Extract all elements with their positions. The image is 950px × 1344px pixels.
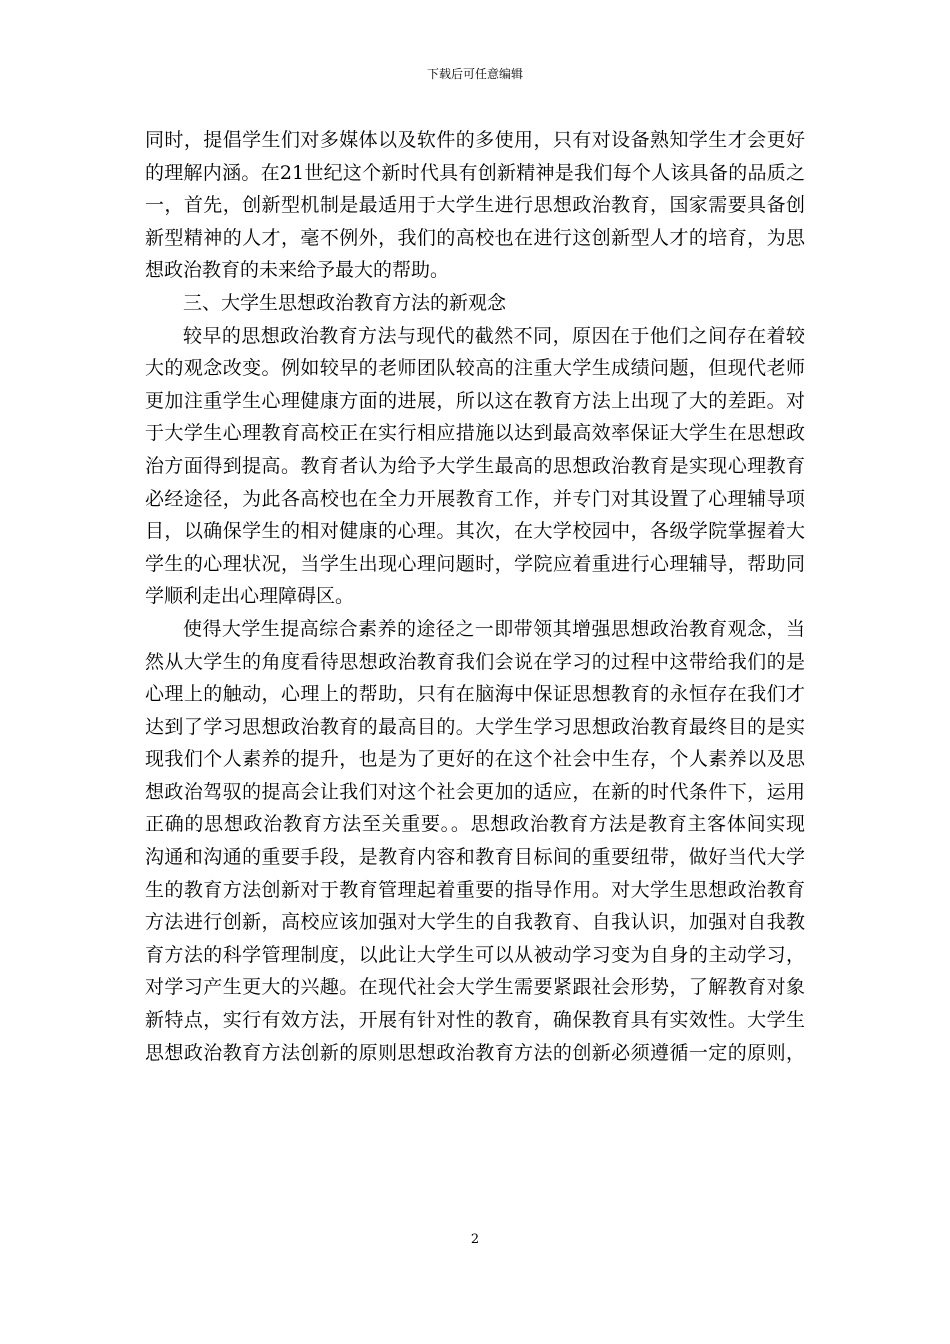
text-line: 学顺利走出心理障碍区。 <box>145 585 355 608</box>
text-line: 新型精神的人才，毫不例外，我们的高校也在进行这创新型人才的培育，为思 <box>145 226 805 249</box>
section-heading: 三、大学生思想政治教育方法的新观念 <box>183 291 507 314</box>
text-line: 治方面得到提高。教育者认为给予大学生最高的思想政治教育是实现心理教育 <box>145 454 805 477</box>
page-header: 下载后可任意编辑 <box>426 67 523 81</box>
text-line: 达到了学习思想政治教育的最高目的。大学生学习思想政治教育最终目的是实 <box>145 715 805 738</box>
text-line: 方法进行创新，高校应该加强对大学生的自我教育、自我认识，加强对自我教 <box>145 911 805 934</box>
text-line: 的理解内涵。在21世纪这个新时代具有创新精神是我们每个人该具备的品质之 <box>145 161 805 184</box>
text-line: 沟通和沟通的重要手段，是教育内容和教育目标间的重要纽带，做好当代大学 <box>145 846 805 869</box>
text-line: 较早的思想政治教育方法与现代的截然不同，原因在于他们之间存在着较 <box>183 324 805 347</box>
paragraph <box>145 320 805 613</box>
paragraph <box>145 613 805 1069</box>
text-line: 育方法的科学管理制度，以此让大学生可以从被动学习变为自身的主动学习， <box>145 943 805 966</box>
text-line: 生的教育方法创新对于教育管理起着重要的指导作用。对大学生思想政治教育 <box>145 878 805 901</box>
text-line: 学生的心理状况，当学生出现心理问题时，学院应着重进行心理辅导，帮助同 <box>145 552 805 575</box>
paragraph <box>145 124 805 287</box>
text-line: 同时，提倡学生们对多媒体以及软件的多使用，只有对设备熟知学生才会更好 <box>145 129 805 151</box>
text-line: 一，首先，创新型机制是最适用于大学生进行思想政治教育，国家需要具备创 <box>145 194 805 217</box>
document-body <box>145 124 805 1069</box>
page-number: 2 <box>470 1232 480 1247</box>
text-line: 想政治教育的未来给予最大的帮助。 <box>145 259 450 282</box>
text-line: 然从大学生的角度看待思想政治教育我们会说在学习的过程中这带给我们的是 <box>145 650 805 673</box>
text-line: 思想政治教育方法创新的原则思想政治教育方法的创新必须遵循一定的原则， <box>145 1041 805 1064</box>
text-line: 大的观念改变。例如较早的老师团队较高的注重大学生成绩问题，但现代老师 <box>145 357 805 380</box>
text-line: 使得大学生提高综合素养的途径之一即带领其增强思想政治教育观念，当 <box>183 617 805 640</box>
text-line: 更加注重学生心理健康方面的进展，所以这在教育方法上出现了大的差距。对 <box>145 389 805 412</box>
text-line: 必经途径，为此各高校也在全力开展教育工作，并专门对其设置了心理辅导项 <box>145 487 805 510</box>
text-line: 心理上的触动，心理上的帮助，只有在脑海中保证思想教育的永恒存在我们才 <box>145 683 805 706</box>
text-line: 正确的思想政治教育方法至关重要。。思想政治教育方法是教育主客体间实现 <box>145 813 805 836</box>
text-line: 对学习产生更大的兴趣。在现代社会大学生需要紧跟社会形势，了解教育对象 <box>145 976 805 999</box>
text-line: 目，以确保学生的相对健康的心理。其次，在大学校园中，各级学院掌握着大 <box>145 520 805 543</box>
text-line: 新特点，实行有效方法，开展有针对性的教育，确保教育具有实效性。大学生 <box>145 1009 805 1032</box>
text-line: 于大学生心理教育高校正在实行相应措施以达到最高效率保证大学生在思想政 <box>145 422 805 445</box>
text-line: 现我们个人素养的提升，也是为了更好的在这个社会中生存，个人素养以及思 <box>145 748 805 771</box>
text-line: 想政治驾驭的提高会让我们对这个社会更加的适应，在新的时代条件下，运用 <box>145 780 805 803</box>
